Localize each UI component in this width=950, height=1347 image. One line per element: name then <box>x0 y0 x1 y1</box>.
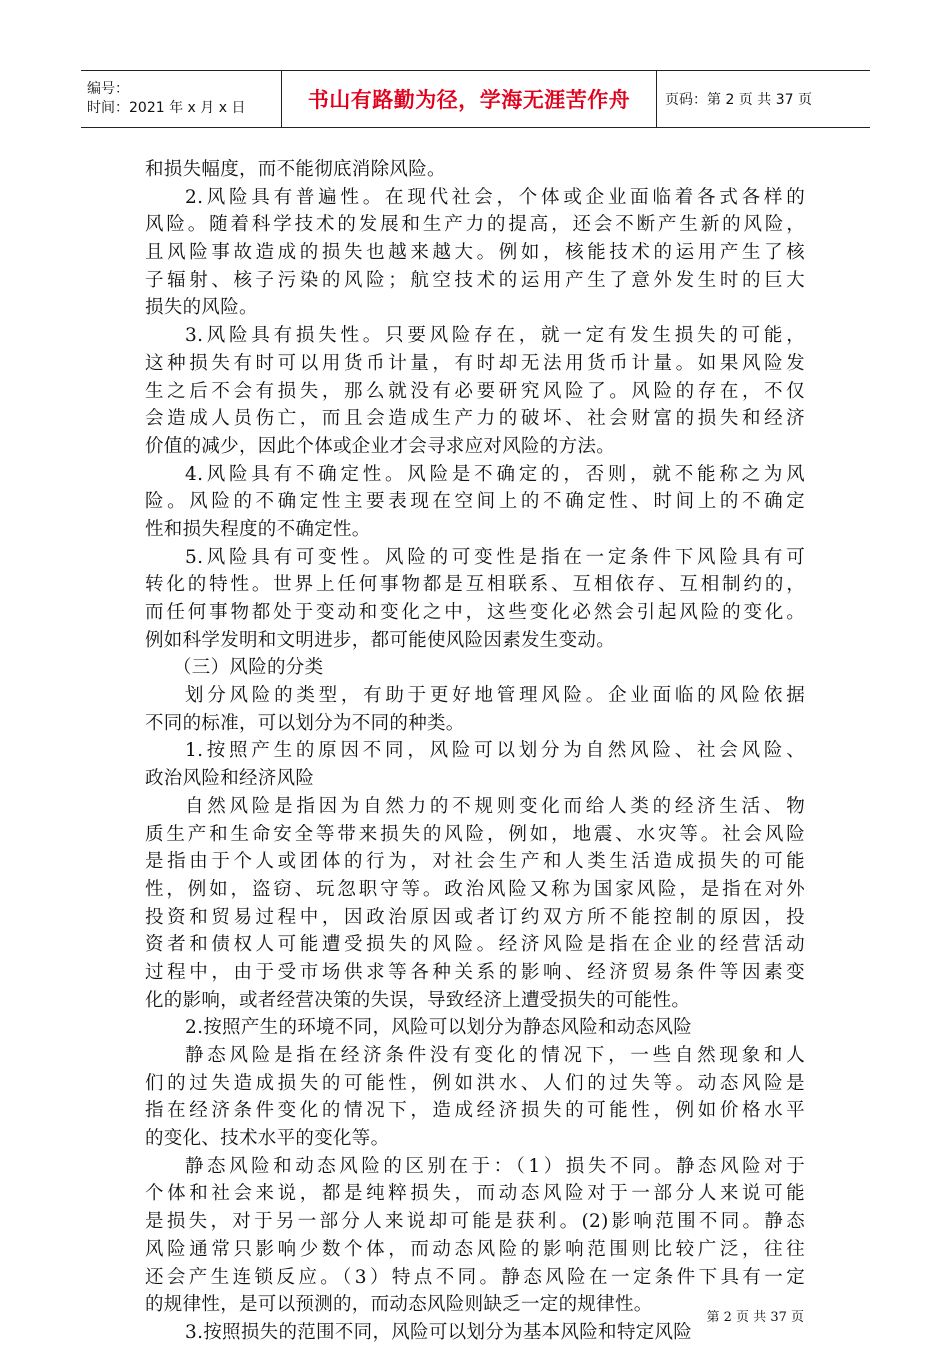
header-motto-cell <box>282 71 657 127</box>
text-line: 而任何事物都处于变动和变化之中，这些变化必然会引起风险的变化。 <box>145 602 805 623</box>
text-line: 是损失，对于另一部分人来说却可能是获利。(2)影响范围不同。静态 <box>145 1211 805 1233</box>
text-line: 转化的特性。世界上任何事物都是互相联系、互相依存、互相制约的， <box>145 574 805 596</box>
text-line: 政治风险和经济风险 <box>145 768 315 790</box>
text-line: 指在经济条件变化的情况下，造成经济损失的可能性，例如价格水平 <box>145 1100 805 1122</box>
code-label: 编号： <box>87 81 129 97</box>
text-line: 的规律性，是可以预测的，而动态风险则缺乏一定的规律性。 <box>145 1294 653 1316</box>
text-line: 会造成人员伤亡，而且会造成生产力的破坏、社会财富的损失和经济 <box>145 408 805 430</box>
motto-text: 书山有路勤为径，学海无涯苦作舟 <box>307 88 631 112</box>
text-line: 们的过失造成损失的可能性，例如洪水、人们的过失等。动态风险是 <box>145 1072 805 1094</box>
text-line: 3.按照损失的范围不同，风险可以划分为基本风险和特定风险 <box>185 1321 693 1343</box>
text-line: 损失的风险。 <box>145 297 258 319</box>
text-line: 2.按照产生的环境不同，风险可以划分为静态风险和动态风险 <box>185 1017 693 1039</box>
text-line: 划分风险的类型，有助于更好地管理风险。企业面临的风险依据 <box>185 685 805 707</box>
footer-page-number: 第 2 页 共 37 页 <box>706 1310 804 1325</box>
text-line: 质生产和生命安全等带来损失的风险，例如，地震、水灾等。社会风险 <box>145 823 805 845</box>
document-body <box>145 156 805 1347</box>
text-line: 4.风险具有不确定性。风险是不确定的，否则，就不能称之为风 <box>185 463 805 485</box>
page-header <box>81 70 870 128</box>
section-heading: （三）风险的分类 <box>173 657 324 679</box>
text-line: 风险。随着科学技术的发展和生产力的提高，还会不断产生新的风险， <box>145 214 805 236</box>
text-line: 3.风险具有损失性。只要风险存在，就一定有发生损失的可能， <box>185 325 805 347</box>
header-page-number: 页码：第 2 页 共 37 页 <box>665 92 812 108</box>
text-line: 5.风险具有可变性。风险的可变性是指在一定条件下风险具有可 <box>185 546 805 568</box>
text-line: 和损失幅度，而不能彻底消除风险。 <box>145 159 446 180</box>
text-line: 个体和社会来说，都是纯粹损失，而动态风险对于一部分人来说可能 <box>145 1183 805 1205</box>
text-line: 是指由于个人或团体的行为，对社会生产和人类生活造成损失的可能 <box>145 851 805 873</box>
header-meta-cell <box>81 71 282 127</box>
text-line: 价值的减少，因此个体或企业才会寻求应对风险的方法。 <box>145 435 616 457</box>
header-page-cell <box>657 71 870 127</box>
text-line: 过程中，由于受市场供求等各种关系的影响、经济贸易条件等因素变 <box>145 961 805 983</box>
text-line: 资者和债权人可能遭受损失的风险。经济风险是指在企业的经营活动 <box>145 934 805 956</box>
text-line: 险。风险的不确定性主要表现在空间上的不确定性、时间上的不确定 <box>145 491 805 513</box>
text-line: 2.风险具有普遍性。在现代社会，个体或企业面临着各式各样的 <box>185 186 805 208</box>
text-line: 风险通常只影响少数个体，而动态风险的影响范围则比较广泛，往往 <box>145 1238 805 1260</box>
text-line: 子辐射、核子污染的风险；航空技术的运用产生了意外发生时的巨大 <box>145 269 805 291</box>
text-line: 性和损失程度的不确定性。 <box>145 518 371 540</box>
text-line: 自然风险是指因为自然力的不规则变化而给人类的经济生活、物 <box>185 795 805 817</box>
text-line: 生之后不会有损失，那么就没有必要研究风险了。风险的存在，不仅 <box>145 380 805 402</box>
text-line: 这种损失有时可以用货币计量，有时却无法用货币计量。如果风险发 <box>145 352 805 374</box>
text-line: 1.按照产生的原因不同，风险可以划分为自然风险、社会风险、 <box>185 740 805 762</box>
text-line: 性，例如，盗窃、玩忽职守等。政治风险又称为国家风险，是指在对外 <box>145 878 805 900</box>
text-line: 例如科学发明和文明进步，都可能使风险因素发生变动。 <box>145 629 616 651</box>
text-line: 不同的标准，可以划分为不同的种类。 <box>145 712 465 734</box>
text-line: 的变化、技术水平的变化等。 <box>145 1128 390 1150</box>
text-line: 静态风险和动态风险的区别在于：（1）损失不同。静态风险对于 <box>185 1155 805 1177</box>
text-line: 化的影响，或者经营决策的失误，导致经济上遭受损失的可能性。 <box>145 989 691 1011</box>
text-line: 且风险事故造成的损失也越来越大。例如，核能技术的运用产生了核 <box>145 242 805 264</box>
text-line: 投资和贸易过程中，因政治原因或者订约双方所不能控制的原因，投 <box>145 906 805 928</box>
text-line: 静态风险是指在经济条件没有变化的情况下，一些自然现象和人 <box>185 1045 805 1066</box>
text-line: 还会产生连锁反应。（3）特点不同。静态风险在一定条件下具有一定 <box>145 1266 805 1288</box>
time-label: 时间：2021 年 x 月 x 日 <box>87 100 246 116</box>
